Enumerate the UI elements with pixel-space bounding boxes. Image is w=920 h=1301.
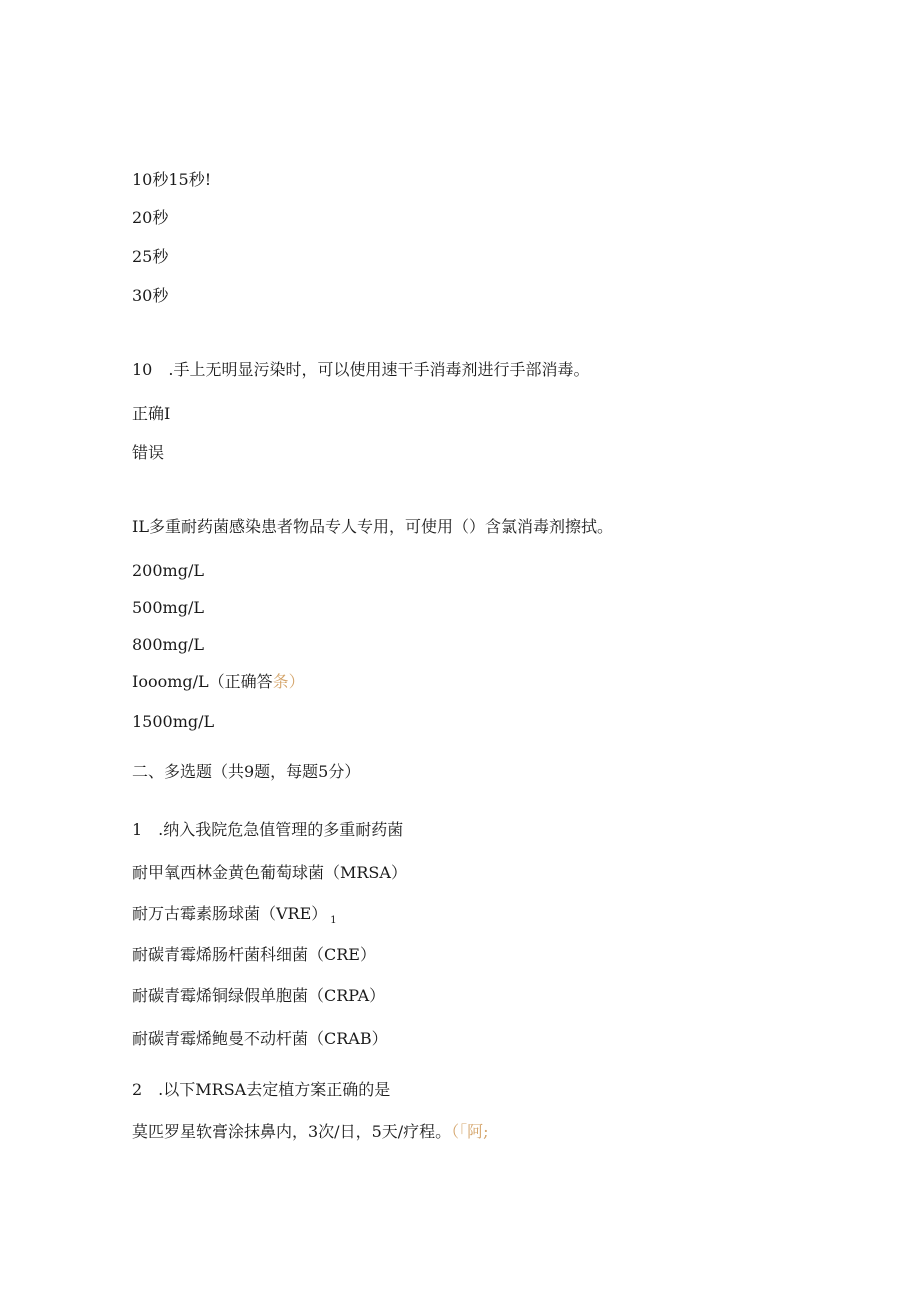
m1-option-2-mark: 1 <box>330 915 337 926</box>
q11-option-4-answer-mark: 条） <box>272 672 305 691</box>
q11-option-1: 200mg∕L <box>132 561 204 580</box>
q10-option-correct: 正确I <box>132 404 171 423</box>
q10-option-wrong: 错误 <box>132 443 165 462</box>
m1-question: 1 .纳入我院危急值管理的多重耐药菌 <box>132 820 404 839</box>
m1-option-3: 耐碳青霉烯肠杆菌科细菌（CRE） <box>132 945 376 964</box>
q11-question: IL多重耐药菌感染患者物品专人专用，可使用（）含氯消毒剂擦拭。 <box>132 517 613 536</box>
q11-option-3: 800mg∕L <box>132 635 204 654</box>
q10-question: 10 .手上无明显污染时，可以使用速干手消毒剂进行手部消毒。 <box>132 360 590 379</box>
m1-option-2 <box>132 904 337 931</box>
m1-option-4: 耐碳青霉烯铜绿假单胞菌（CRPA） <box>132 986 386 1005</box>
q11-option-4-text: Iooomg∕L（正确答 <box>132 672 273 691</box>
m1-option-1: 耐甲氧西林金黄色葡萄球菌（MRSA） <box>132 863 407 882</box>
m1-option-5: 耐碳青霉烯鲍曼不动杆菌（CRAB） <box>132 1029 388 1048</box>
section-2-heading: 二、多选题（共9题，每题5分） <box>132 762 361 781</box>
q9-option-1: 10秒15秒! <box>132 170 212 189</box>
m2-option-1 <box>132 1122 489 1142</box>
q9-option-4: 30秒 <box>132 286 169 305</box>
q11-option-2: 500mg∕L <box>132 598 204 617</box>
m2-question: 2 .以下MRSA去定植方案正确的是 <box>132 1080 391 1099</box>
m1-option-2-text: 耐万古霉素肠球菌（VRE） <box>132 904 328 923</box>
q11-option-4 <box>132 672 305 692</box>
m2-option-1-text: 莫匹罗星软膏涂抹鼻内，3次/日，5天/疗程。 <box>132 1122 452 1141</box>
m2-option-1-answer-mark: （「阿; <box>451 1122 489 1141</box>
q11-option-5: 1500mg∕L <box>132 712 215 731</box>
q9-option-3: 25秒 <box>132 247 169 266</box>
q9-option-2: 20秒 <box>132 208 169 227</box>
